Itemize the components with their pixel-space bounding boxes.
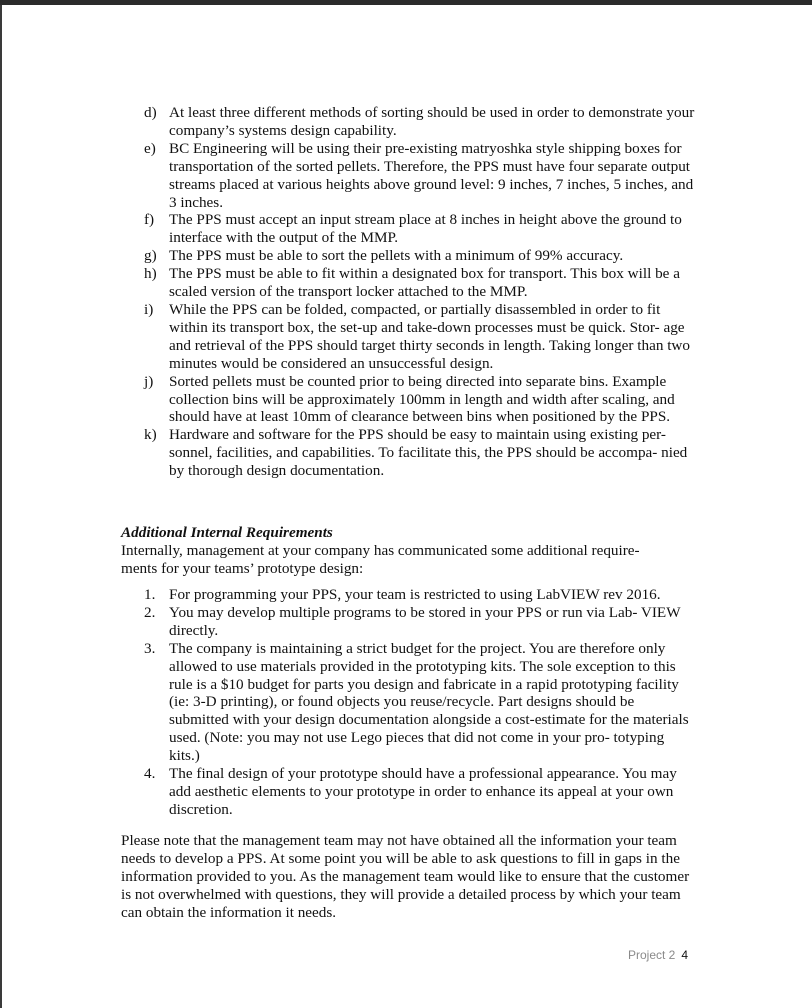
list-item <box>121 104 696 140</box>
list-marker: f) <box>144 211 155 229</box>
list-item <box>121 765 696 819</box>
list-item-text: Hardware and software for the PPS should be easy to maintain using existing per- sonnel, facilities, and capabilities. To facilitate this, the PPS should be accompa- nied by thorough design documentation. <box>169 426 688 480</box>
list-item-text: The PPS must be able to sort the pellets with a minimum of 99% accuracy. <box>169 247 624 265</box>
list-marker: 3. <box>144 639 156 657</box>
list-marker: i) <box>144 300 154 318</box>
list-item-text: The company is maintaining a strict budget for the project. You are therefore only allowed to use materials provided in the prototyping kits. The sole exception to this rule is a $10 budget for parts you design and fabricate in a rapid prototyping facility (ie: 3-D printing), or found objects you reuse/recycle. Part designs should be submitted with your design documentation alongside a cost-estimate for the materials used. (Note: you may not use Lego pieces that did not come in your pro- totyping kits.) <box>169 639 689 765</box>
list-item <box>121 265 696 301</box>
list-item-text: BC Engineering will be using their pre-existing matryoshka style shipping boxes for transportation of the sorted pellets. Therefore, the PPS must have four separate output streams placed at various heights above ground level: 9 inches, 7 inches, 5 inches, and 3 inches. <box>169 139 694 211</box>
list-item <box>121 373 696 427</box>
list-marker: 2. <box>144 603 156 621</box>
list-item <box>121 426 696 480</box>
list-item-text: The PPS must be able to fit within a designated box for transport. This box will be a scaled version of the transport locker attached to the MMP. <box>169 265 680 301</box>
page-number: 4 <box>681 948 689 962</box>
list-marker: g) <box>144 247 157 265</box>
list-marker: 4. <box>144 765 156 783</box>
list-item-text: At least three different methods of sorting should be used in order to demonstrate your company’s systems design capability. <box>169 104 695 139</box>
list-marker: k) <box>144 426 157 444</box>
list-item-text: The final design of your prototype should have a professional appearance. You may add aesthetic elements to your prototype in order to enhance its appeal at your own discretion. <box>169 765 677 818</box>
list-marker: e) <box>144 139 156 157</box>
list-item <box>121 586 696 604</box>
list-item <box>121 247 696 265</box>
list-item <box>121 211 696 247</box>
list-item <box>121 604 696 640</box>
lettered-requirements-list <box>121 104 696 480</box>
list-marker: 1. <box>144 586 156 603</box>
list-marker: h) <box>144 265 157 283</box>
list-marker: j) <box>144 372 154 390</box>
page-footer <box>628 948 688 962</box>
list-item <box>121 140 696 212</box>
list-item-text: You may develop multiple programs to be stored in your PPS or run via Lab- VIEW directly. <box>169 603 681 639</box>
list-item-text: While the PPS can be folded, compacted, or partially disassembled in order to fit within its transport box, the set-up and take-down processes must be quick. Stor- age and retrieval of the PPS should target thirty seconds in length. Taking longer than two minutes would be considered an unsuccessful design. <box>169 300 690 372</box>
list-item-text: For programming your PPS, your team is restricted to using LabVIEW rev 2016. <box>169 586 661 603</box>
closing-paragraph: Please note that the management team may not have obtained all the information your team needs to develop a PPS. At some point you will be able to ask questions to fill in gaps in the information provided to you. As the management team would like to ensure that the customer is not overwhelmed with questions, they will provide a detailed process by which your team can obtain the information it needs. <box>121 832 690 921</box>
list-item-text: Sorted pellets must be counted prior to being directed into separate bins. Example collection bins will be approximately 100mm in length and width after scaling, and should have at least 10mm of clearance between bins when positioned by the PPS. <box>169 372 675 426</box>
numbered-requirements-list <box>121 586 696 819</box>
list-marker: d) <box>144 104 157 121</box>
section-intro: Internally, management at your company has communicated some additional require- ments for your teams’ prototype design: <box>121 542 640 577</box>
footer-label: Project 2 <box>628 948 676 962</box>
list-item-text: The PPS must accept an input stream place at 8 inches in height above the ground to interface with the output of the MMP. <box>169 211 682 247</box>
list-item <box>121 301 696 373</box>
section-heading: Additional Internal Requirements <box>121 524 333 541</box>
list-item <box>121 640 696 765</box>
